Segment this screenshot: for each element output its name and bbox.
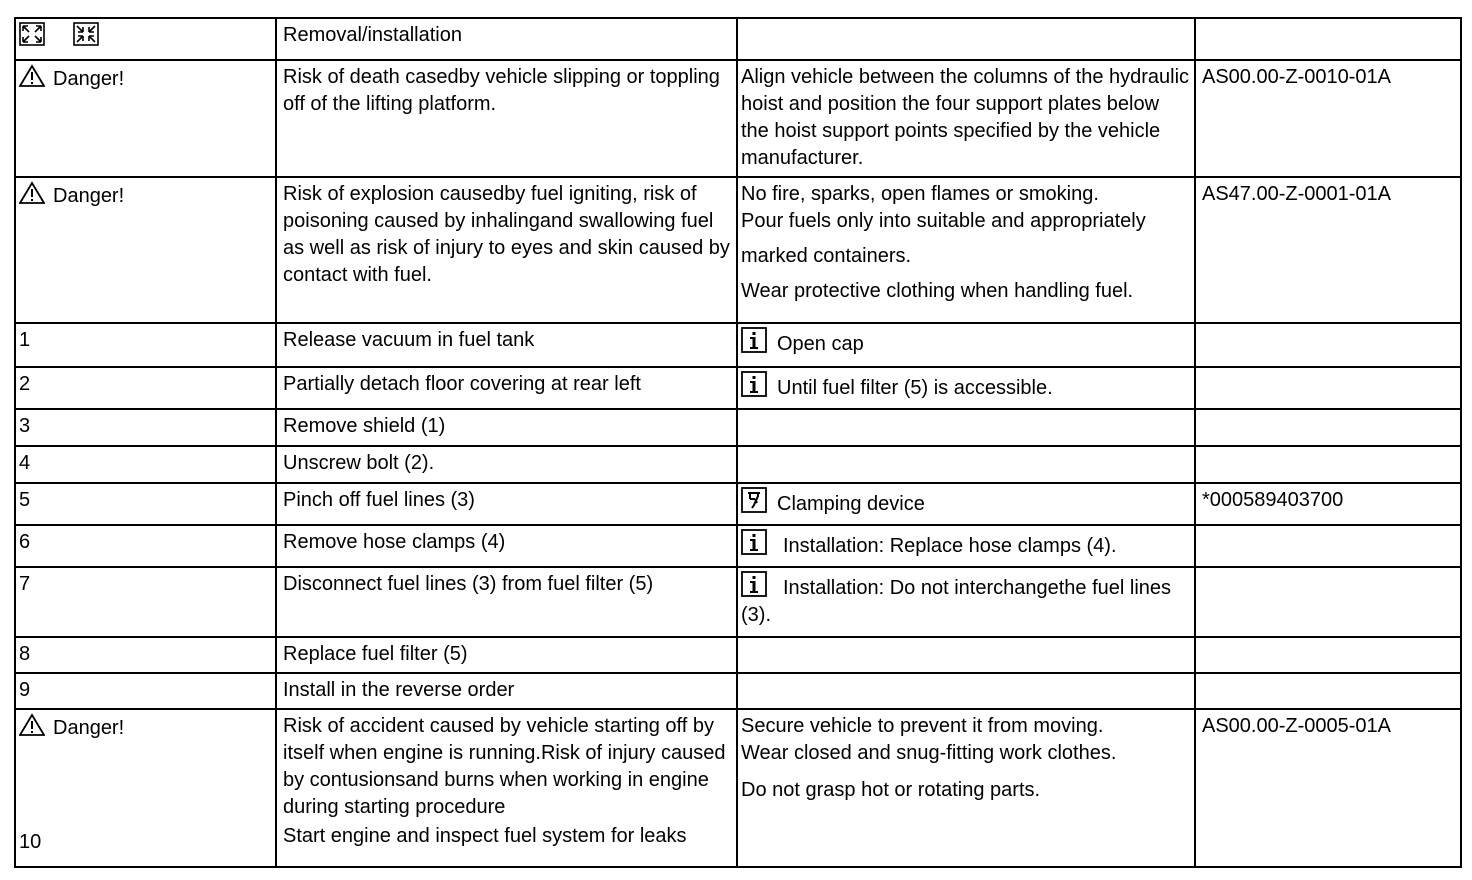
danger-ref: AS00.00-Z-0010-01A [1195,60,1461,177]
step-note: Installation: Replace hose clamps (4). [783,535,1117,557]
danger-label: Danger! [53,717,125,739]
danger-measure: Wear protective clothing when handling fuel. [741,280,1134,302]
step-row [15,367,1461,409]
step-note-cell [737,323,1195,367]
step-row [15,567,1461,637]
danger-risk: Risk of death casedby vehicle slipping or toppling off of the lifting platform. [276,60,737,177]
danger-measure: Align vehicle between the columns of the hydraulic hoist and position the four support plates below the hoist support points specified by the vehicle manufacturer. [737,60,1195,177]
tool-icon [741,487,767,513]
step-number: 8 [15,637,276,673]
step-note-cell [737,483,1195,525]
header-row [15,18,1461,60]
danger-label-cell [15,60,276,177]
danger-label-cell [15,177,276,323]
danger-risk: Risk of accident caused by vehicle starting off by itself when engine is running.Risk of injury caused by contusionsand burns when working in engine during starting procedure [283,715,726,818]
danger-ref: AS00.00-Z-0005-01A [1195,709,1461,867]
step-row [15,446,1461,483]
step-action: Unscrew bolt (2). [276,446,737,483]
danger-measure: No fire, sparks, open flames or smoking. [741,183,1099,205]
danger-ref: AS47.00-Z-0001-01A [1195,177,1461,323]
step-number: 10 [19,831,42,853]
info-icon [741,371,767,397]
info-icon [741,529,767,555]
header-title: Removal/installation [276,18,737,60]
step-ref: *000589403700 [1195,483,1461,525]
danger-risk-cell [276,709,737,867]
danger-measure: Secure vehicle to prevent it from moving. [741,715,1104,737]
danger-row [15,177,1461,323]
step-note-cell [737,567,1195,637]
warning-icon [19,713,45,737]
warning-icon [19,64,45,88]
step-action: Replace fuel filter (5) [276,637,737,673]
step-note: Until fuel filter (5) is accessible. [777,377,1053,399]
step-row [15,673,1461,709]
step-row [15,525,1461,567]
step-note-cell [737,525,1195,567]
step-action: Pinch off fuel lines (3) [276,483,737,525]
danger-measure: Do not grasp hot or rotating parts. [741,779,1041,801]
info-icon [741,327,767,353]
step-row [15,483,1461,525]
step-row [15,409,1461,446]
step-number: 7 [15,567,276,637]
danger-measure: Wear closed and snug-fitting work clothes. [741,742,1117,764]
step-action: Start engine and inspect fuel system for leaks [283,825,687,847]
danger-label: Danger! [53,68,125,90]
danger-risk: Risk of explosion causedby fuel igniting, risk of poisoning caused by inhalingand swallowing fuel as well as risk of injury to eyes and skin caused by contact with fuel. [276,177,737,323]
danger-row [15,709,1461,867]
warning-icon [19,181,45,205]
expand-icon [19,22,45,46]
step-row [15,637,1461,673]
step-action: Install in the reverse order [276,673,737,709]
step-row [15,323,1461,367]
danger-measure: Pour fuels only into suitable and appropriately [741,210,1146,232]
header-icons-cell [15,18,276,60]
danger-measures [737,177,1195,323]
step-action: Disconnect fuel lines (3) from fuel filter (5) [276,567,737,637]
step-action: Release vacuum in fuel tank [276,323,737,367]
step-number: 9 [15,673,276,709]
procedure-table [14,17,1462,868]
step-note: Installation: Do not interchangethe fuel lines (3). [741,577,1172,626]
step-number: 5 [15,483,276,525]
step-number: 1 [15,323,276,367]
step-number: 6 [15,525,276,567]
step-number: 4 [15,446,276,483]
danger-row [15,60,1461,177]
danger-label-cell [15,709,276,867]
danger-measures [737,709,1195,867]
step-number: 3 [15,409,276,446]
danger-measure: marked containers. [741,245,912,267]
step-action: Remove hose clamps (4) [276,525,737,567]
step-note-cell [737,367,1195,409]
step-action: Partially detach floor covering at rear left [276,367,737,409]
info-icon [741,571,767,597]
step-note: Clamping device [777,493,925,515]
collapse-icon [73,22,99,46]
step-action: Remove shield (1) [276,409,737,446]
step-note: Open cap [777,333,864,355]
danger-label: Danger! [53,185,125,207]
step-number: 2 [15,367,276,409]
